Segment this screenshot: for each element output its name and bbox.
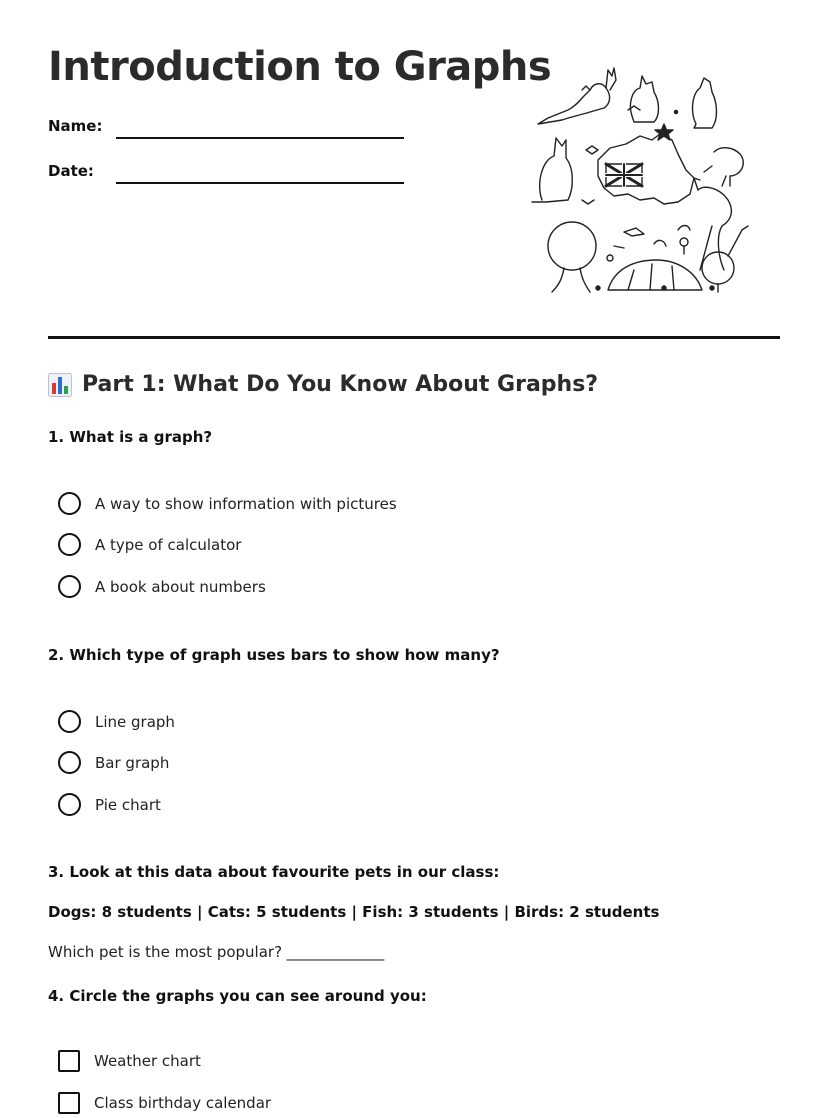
worksheet-title: Introduction to Graphs	[48, 44, 552, 90]
question-1-option-2[interactable]	[58, 533, 241, 556]
option-label: A type of calculator	[95, 535, 242, 554]
radio-button[interactable]	[58, 533, 81, 556]
question-2-option-3[interactable]	[58, 793, 161, 816]
question-3-prompt: 3. Look at this data about favourite pets in our class:	[48, 863, 500, 881]
australia-animals-illustration	[528, 60, 758, 300]
checkbox[interactable]	[58, 1092, 80, 1114]
question-2-option-1[interactable]	[58, 710, 175, 733]
radio-button[interactable]	[58, 710, 81, 733]
question-3-follow-up[interactable]: Which pet is the most popular? _____________	[48, 943, 385, 961]
radio-button[interactable]	[58, 492, 81, 515]
radio-button[interactable]	[58, 793, 81, 816]
option-label: A way to show information with pictures	[95, 494, 397, 513]
option-label: Class birthday calendar	[94, 1094, 272, 1112]
question-1-option-3[interactable]	[58, 575, 266, 598]
option-label: Weather chart	[94, 1052, 201, 1070]
date-line[interactable]	[116, 182, 404, 184]
option-label: Bar graph	[95, 753, 170, 772]
option-label: Line graph	[95, 712, 175, 731]
question-1-option-1[interactable]	[58, 492, 397, 515]
question-2-option-2[interactable]	[58, 751, 169, 774]
part-1-heading	[48, 372, 598, 397]
bar-chart-icon	[48, 373, 72, 397]
radio-button[interactable]	[58, 575, 81, 598]
name-field	[48, 117, 102, 135]
pet-data-line: Dogs: 8 students | Cats: 5 students | Fish: 3 students | Birds: 2 students	[48, 903, 660, 921]
name-line[interactable]	[116, 137, 404, 139]
name-label: Name:	[48, 117, 103, 135]
date-label: Date:	[48, 162, 94, 180]
part-1-heading-text: Part 1: What Do You Know About Graphs?	[82, 372, 599, 397]
question-4-option-2[interactable]	[58, 1092, 271, 1114]
question-2-prompt: 2. Which type of graph uses bars to show how many?	[48, 646, 500, 664]
question-4-prompt: 4. Circle the graphs you can see around you:	[48, 987, 427, 1005]
option-label: Pie chart	[95, 795, 161, 814]
question-4-option-1[interactable]	[58, 1050, 201, 1072]
option-label: A book about numbers	[95, 577, 266, 596]
radio-button[interactable]	[58, 751, 81, 774]
section-divider	[48, 336, 780, 339]
question-1-prompt: 1. What is a graph?	[48, 428, 213, 446]
checkbox[interactable]	[58, 1050, 80, 1072]
date-field	[48, 162, 94, 180]
